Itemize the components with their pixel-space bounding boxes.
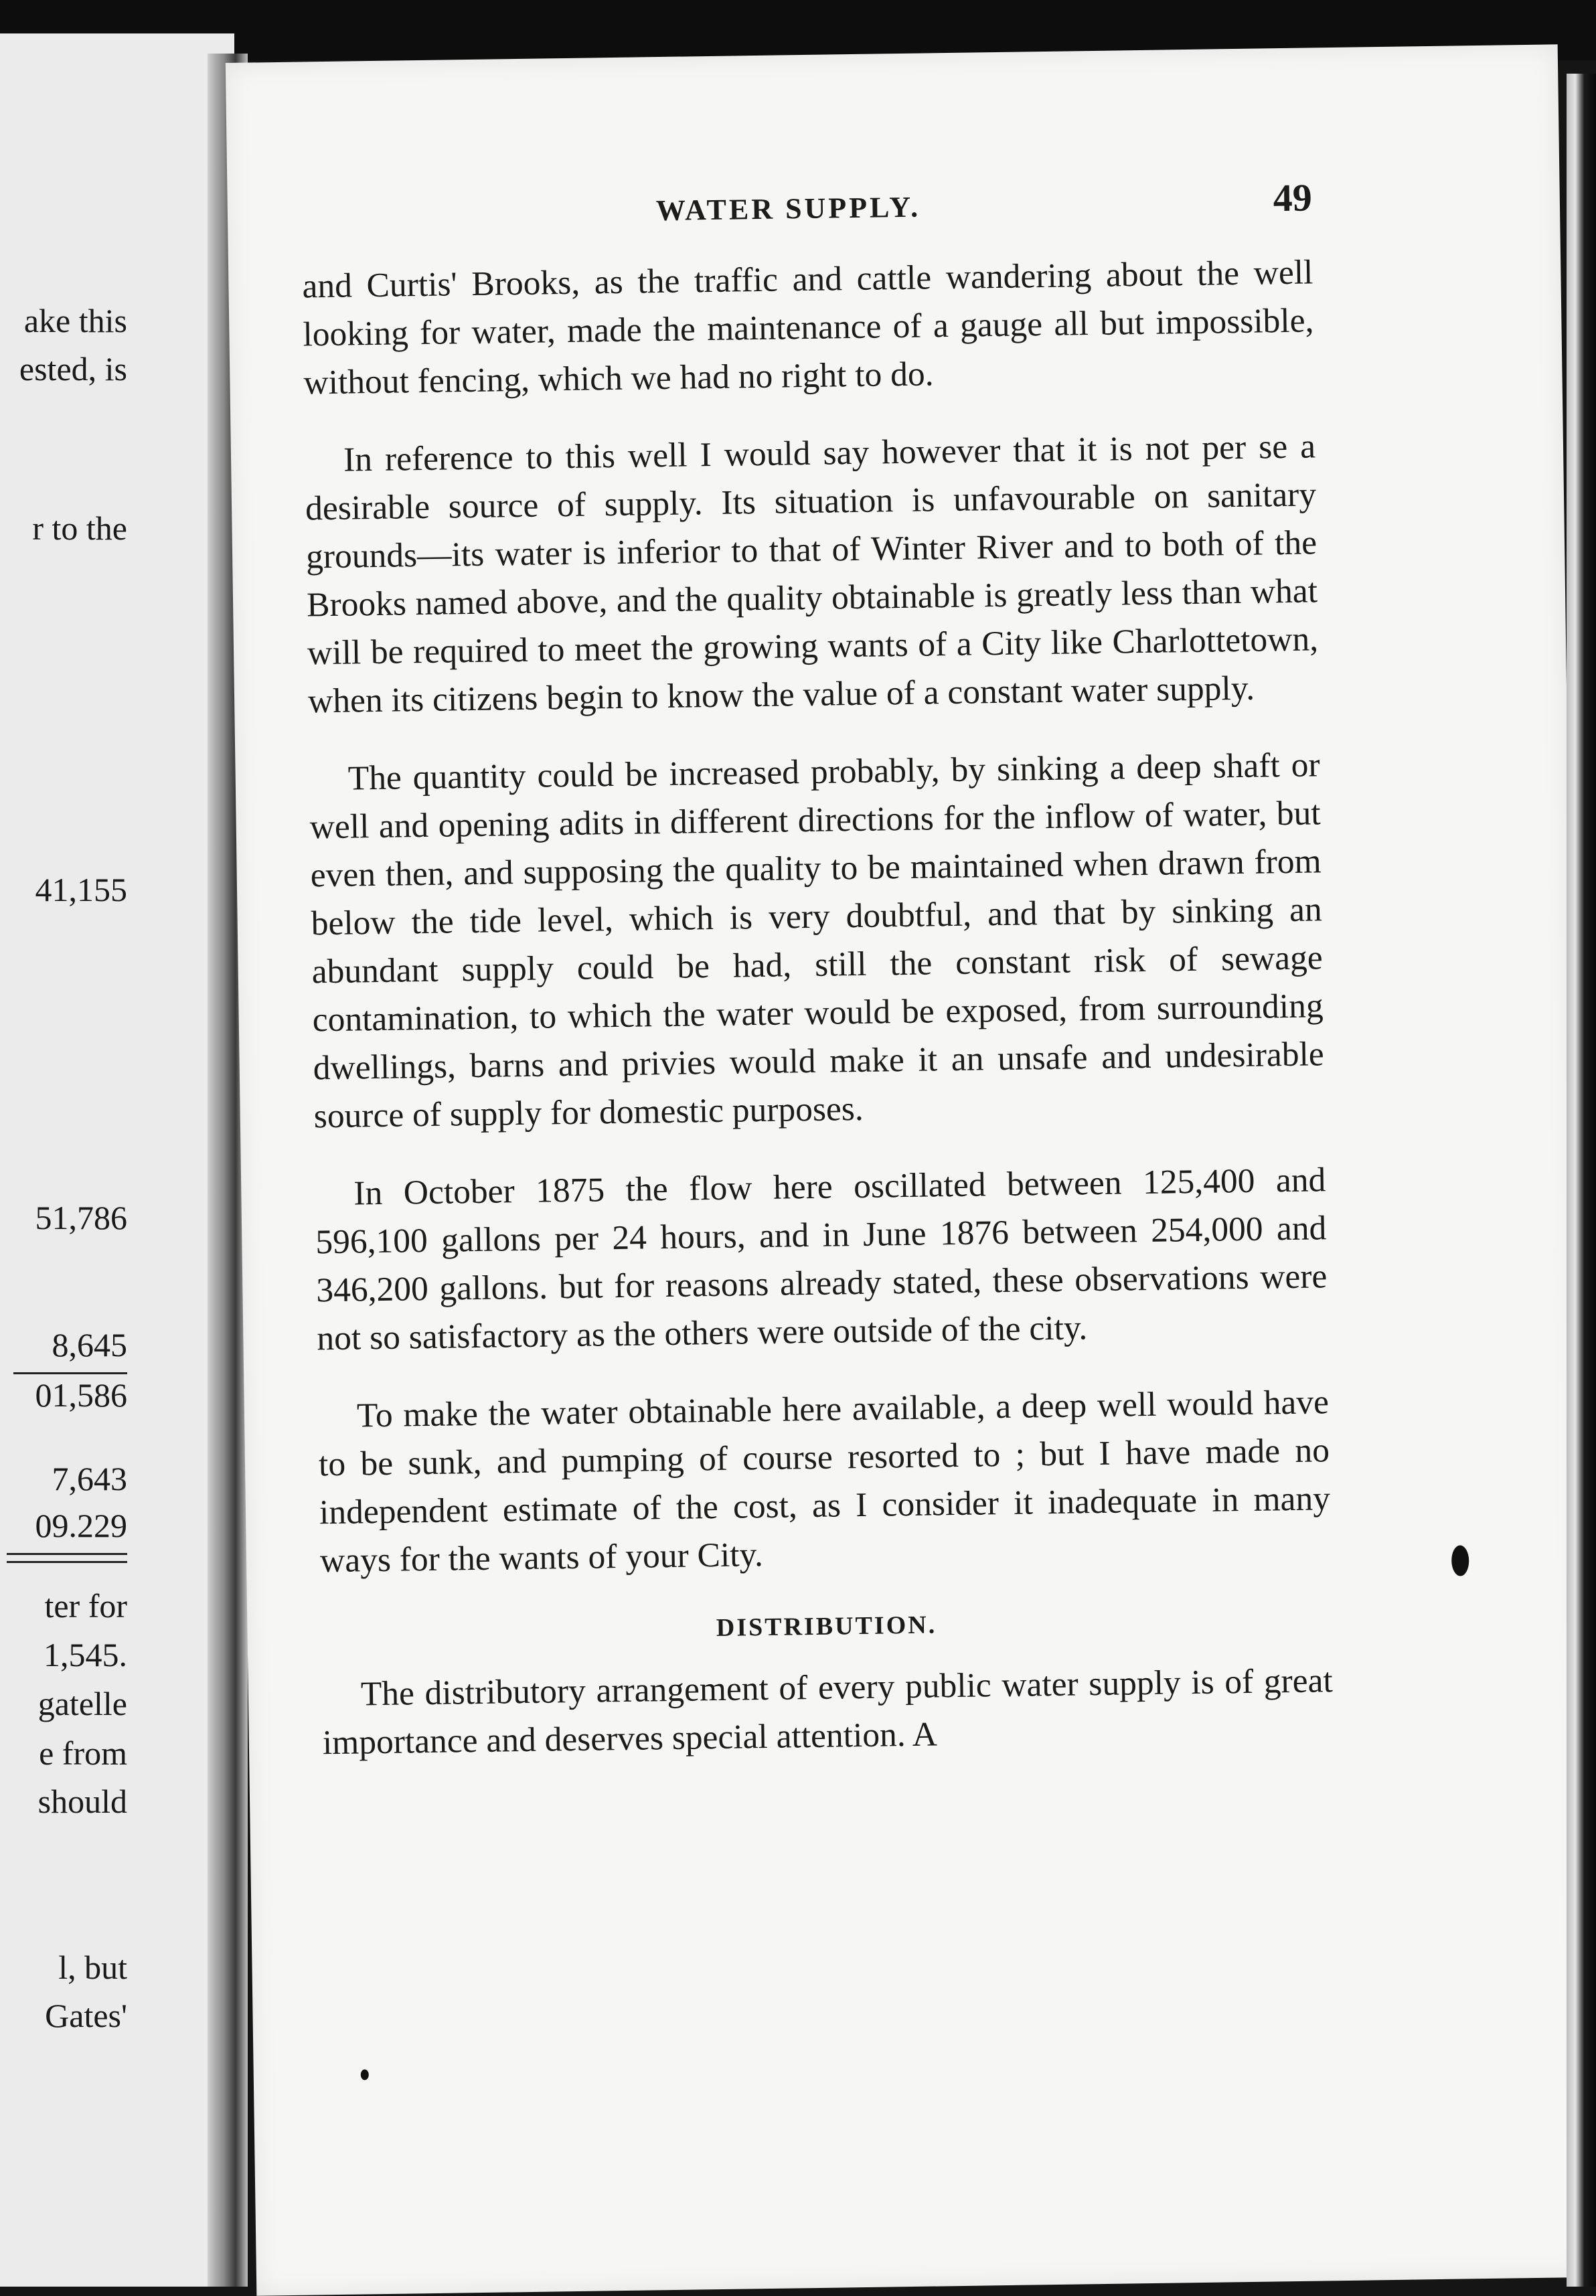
previous-page-edge — [0, 33, 234, 2287]
left-fragment: e from — [39, 1734, 127, 1772]
left-fragment: 41,155 — [35, 871, 127, 908]
left-fragment: 7,643 — [52, 1460, 127, 1497]
left-fragment: 01,586 — [35, 1376, 127, 1414]
left-rule — [13, 1372, 127, 1374]
paragraph: The distributory arrangement of every public water supply is of great importance and deserves special attention. A — [322, 1661, 1334, 1762]
left-fragment: Gates' — [45, 1997, 127, 2034]
left-fragment: 8,645 — [52, 1326, 127, 1364]
left-fragment: r to the — [32, 509, 127, 547]
left-fragment: ter for — [44, 1587, 127, 1625]
left-fragment: 1,545. — [44, 1636, 127, 1673]
paragraph: The quantity could be increased probably, by sinking a deep shaft or well and opening adits in different directions for the inflow of water, but even then, and supposing the quality to be maintained when drawn from below the tide level, which is very doubtful, and that by sinking an abundant supply could be had, still the constant risk of sewage contamination, to which the water would be exposed, from surrounding dwellings, barns and privies would make it an unsafe and undesirable source of supply for domestic purposes. — [309, 746, 1325, 1136]
left-fragment: 09.229 — [35, 1507, 127, 1544]
left-fragment: should — [37, 1783, 127, 1820]
ink-speck — [361, 2069, 369, 2080]
paragraph: In reference to this well I would say however that it is not per se a desirable source of supply. Its situation is unfavourable on sanitary grounds—its water is inferior to that of Winter River and to both of the Brooks named above, and the quality obtainable is greatly less than what will be required to meet the growing wants of a City like Charlottetown, when its citizens begin to know the value of a constant water supply. — [305, 427, 1319, 721]
paragraph: and Curtis' Brooks, as the traffic and cattle wandering about the well looking for water, made the maintenance of a gauge all but impossible, without fencing, which we had no right to do. — [302, 253, 1314, 402]
left-fragment: ake this — [23, 302, 127, 339]
paragraph: In October 1875 the flow here oscillated between 125,400 and 596,100 gallons per 24 hours, and in June 1876 between 254,000 and 346,200 gallons. but for reasons already stated, these observations were not so satisfactory as the others were outside of the city. — [315, 1161, 1328, 1358]
page-edge-right — [1567, 74, 1596, 2287]
left-rule — [7, 1561, 127, 1563]
left-fragment: l, but — [58, 1949, 127, 1986]
page-number: 49 — [1273, 175, 1313, 220]
running-head: WATER SUPPLY. — [655, 190, 921, 228]
page-header — [408, 175, 1312, 241]
ink-speck — [1451, 1545, 1469, 1576]
paragraph: To make the water obtainable here available, a deep well would have to be sunk, and pumping of course resorted to ; but I have made no independent estimate of the cost, as I consider it inadequate in many ways for the wants of your City. — [318, 1383, 1331, 1580]
main-page — [226, 44, 1589, 2295]
section-heading: DISTRIBUTION. — [716, 1611, 937, 1643]
left-fragment: ested, is — [19, 350, 127, 388]
left-fragment: gatelle — [37, 1685, 127, 1722]
body-text — [302, 248, 1334, 1797]
left-rule — [7, 1553, 127, 1555]
left-fragment: 51,786 — [35, 1199, 127, 1236]
